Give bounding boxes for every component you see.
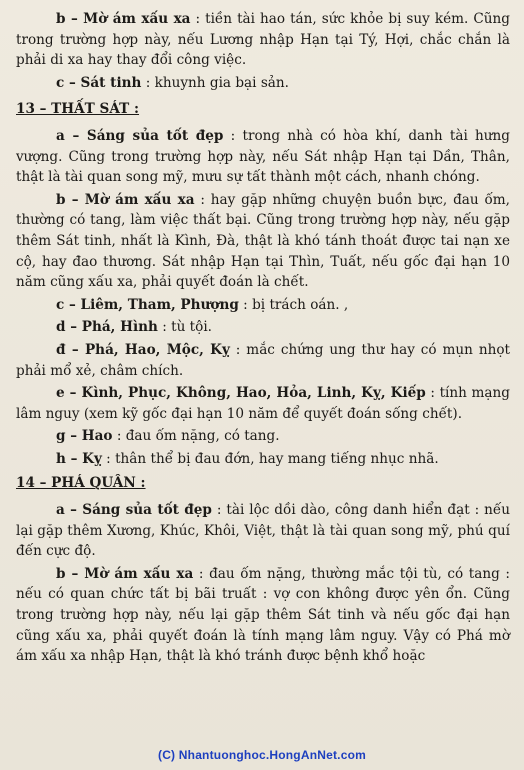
paragraph bbox=[16, 73, 510, 94]
paragraph-heading: c – Liêm, Tham, Phượng bbox=[56, 296, 239, 313]
paragraph bbox=[16, 190, 510, 293]
paragraph-heading: b – Mờ ám xấu xa bbox=[56, 191, 195, 208]
paragraph-heading: d – Phá, Hình bbox=[56, 319, 158, 336]
paragraph bbox=[16, 340, 510, 381]
paragraph bbox=[16, 500, 510, 562]
paragraph-text: : tính mạng lâm nguy (xem kỹ gốc đại hạn 10 năm để quyết đoán sống chết). bbox=[16, 385, 510, 422]
section-heading: 13 – THẤT SÁT : bbox=[16, 101, 140, 118]
paragraph bbox=[16, 295, 510, 316]
paragraph bbox=[16, 449, 510, 470]
paragraph-text: : bị trách oán. , bbox=[238, 296, 349, 313]
paragraph-text: : mắc chứng ung thư hay có mụn nhọt phải mổ xẻ, châm chích. bbox=[16, 341, 510, 379]
paragraph bbox=[16, 383, 510, 424]
paragraph bbox=[16, 426, 510, 447]
paragraph-text: : thân thể bị đau đớn, hay mang tiếng nhục nhã. bbox=[101, 450, 439, 467]
paragraph-text: : hay gặp những chuyện buồn bực, đau ốm, thường có tang, làm việc thất bại. Cũng trong trường hợp này, nếu gặp thêm Sát tinh, nhất là Kình, Đà, thật là khó tánh thoát được tai nạn xe cộ, hay đao thương. Sát nhập Hạn tại Thìn, Tuất, nếu gốc đại hạn 10 năm cũng xấu xa, phải quyết đoán là chết. bbox=[16, 191, 510, 291]
paragraph-text: : tiền tài hao tán, sức khỏe bị suy kém. Cũng trong trường hợp này, nếu Lương nhập Hạn tại Tý, Hợi, chắc chắn là phải di xa hay thay đổi công việc. bbox=[16, 11, 510, 69]
page-text bbox=[16, 9, 510, 669]
paragraph bbox=[16, 9, 510, 71]
paragraph-heading: b – Mờ ám xấu xa bbox=[56, 565, 194, 582]
watermark: (C) Nhantuonghoc.HongAnNet.com bbox=[158, 748, 366, 762]
paragraph-heading: b – Mờ ám xấu xa bbox=[56, 11, 191, 27]
paragraph bbox=[16, 126, 510, 188]
paragraph bbox=[16, 317, 510, 338]
paragraph-heading: c – Sát tinh bbox=[56, 74, 142, 91]
section-heading: 14 – PHÁ QUÂN : bbox=[16, 475, 146, 492]
paragraph-heading: h – Kỵ bbox=[56, 450, 102, 467]
paragraph-text: : đau ốm nặng, thường mắc tội tù, có tang : nếu có quan chức tất bị bãi truất : vợ con không được yên ổn. Cũng trong trường hợp này, nếu lại gặp thêm Sát tinh và nếu gốc đại hạn cũng xấu xa, phải quyết đoán là tính mạng lâm nguy. Vậy có Phá mờ ám xấu xa nhập Hạn, thật là khó tránh được bệnh khổ hoặc bbox=[16, 565, 510, 665]
paragraph-heading: a – Sáng sủa tốt đẹp bbox=[56, 127, 224, 144]
paragraph-text: : trong nhà có hòa khí, danh tài hưng vượng. Cũng trong trường hợp này, nếu Sát nhập Hạn tại Dần, Thân, thật là tài quan song mỹ, mưu sự tất thành một cách, nhanh chóng. bbox=[16, 127, 510, 186]
paragraph-text: : khuynh gia bại sản. bbox=[141, 74, 289, 91]
paragraph-text: : đau ốm nặng, có tang. bbox=[112, 428, 280, 445]
paragraph-heading: e – Kình, Phục, Không, Hao, Hỏa, Linh, Kỵ, Kiếp bbox=[56, 385, 426, 402]
paragraph bbox=[16, 564, 510, 667]
paragraph-text: : tù tội. bbox=[157, 319, 212, 336]
paragraph-text: : tài lộc dồi dào, công danh hiển đạt : nếu lại gặp thêm Xương, Khúc, Khôi, Việt, thật là tài quan song mỹ, phú quí đến cực độ. bbox=[16, 502, 510, 560]
paragraph-heading: g – Hao bbox=[56, 428, 113, 445]
paragraph-heading: đ – Phá, Hao, Mộc, Kỵ bbox=[56, 341, 230, 358]
paragraph-heading: a – Sáng sủa tốt đẹp bbox=[56, 502, 212, 519]
